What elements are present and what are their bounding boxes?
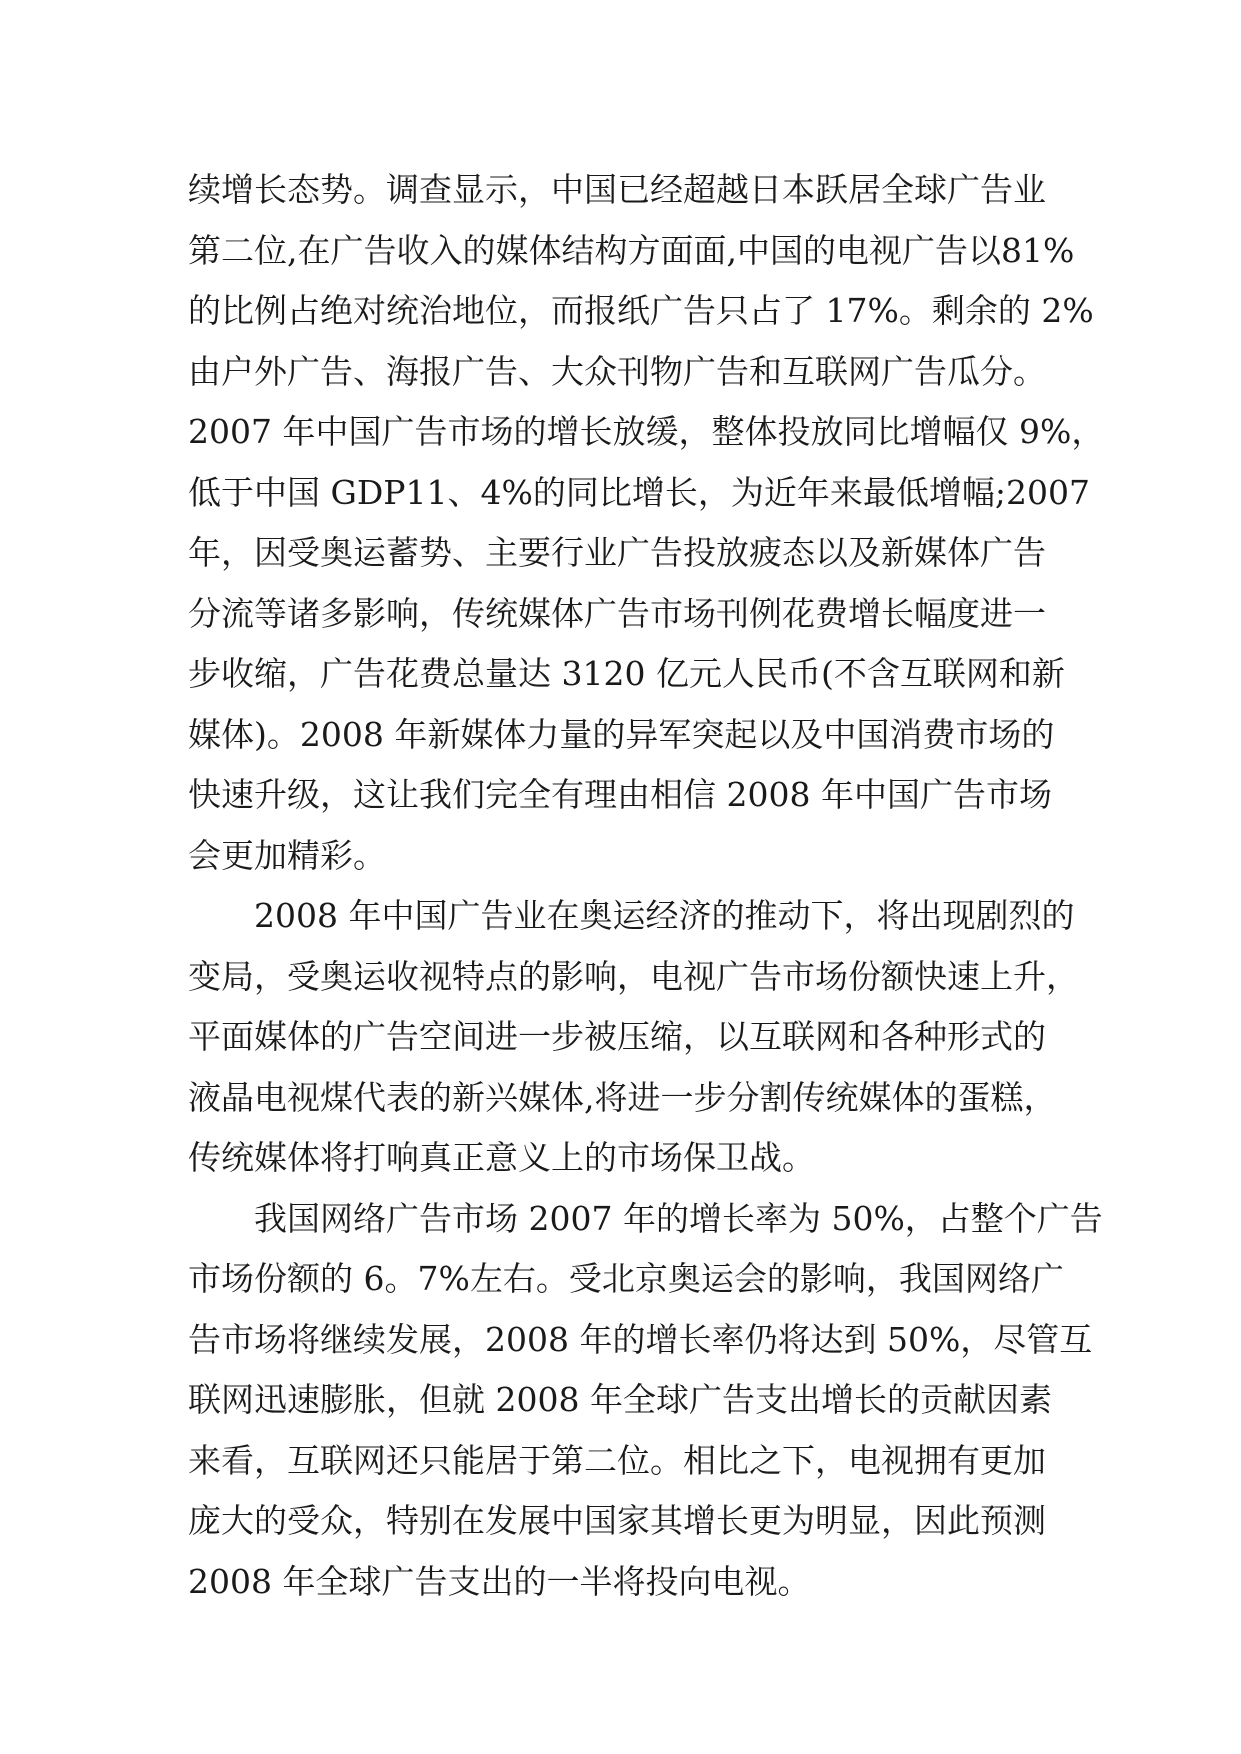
paragraph-2 — [188, 886, 1079, 1189]
paragraph-line: 第二位,在广告收入的媒体结构方面面,中国的电视广告以81% — [188, 230, 1075, 270]
paragraph-line: 步收缩，广告花费总量达 3120 亿元人民币(不含互联网和新 — [188, 654, 1065, 693]
paragraph-line: 告市场将继续发展，2008 年的增长率仍将达到 50%，尽管互 — [188, 1319, 1093, 1359]
paragraph-line: 传统媒体将打响真正意义上的市场保卫战。 — [188, 1138, 815, 1177]
paragraph-line: 2008 年中国广告业在奥运经济的推动下，将出现剧烈的 — [254, 896, 1075, 935]
paragraph-line: 2008 年全球广告支出的一半将投向电视。 — [188, 1561, 811, 1601]
paragraph-line: 分流等诸多影响，传统媒体广告市场刊例花费增长幅度进一 — [188, 593, 1046, 633]
paragraph-line: 续增长态势。调查显示，中国已经超越日本跃居全球广告业 — [188, 170, 1046, 209]
paragraph-line: 由户外广告、海报广告、大众刊物广告和互联网广告瓜分。 — [188, 351, 1046, 391]
paragraph-line: 快速升级，这让我们完全有理由相信 2008 年中国广告市场 — [188, 775, 1052, 814]
paragraph-line: 媒体)。2008 年新媒体力量的异军突起以及中国消费市场的 — [188, 714, 1055, 754]
paragraph-line: 液晶电视煤代表的新兴媒体,将进一步分割传统媒体的蛋糕， — [188, 1077, 1057, 1117]
paragraph-line: 2007 年中国广告市场的增长放缓，整体投放同比增幅仅 9%， — [188, 412, 1105, 451]
paragraph-line: 平面媒体的广告空间进一步被压缩，以互联网和各种形式的 — [188, 1017, 1046, 1056]
paragraph-line: 低于中国 GDP11、4%的同比增长，为近年来最低增幅;2007 — [188, 472, 1090, 512]
paragraph-line: 年，因受奥运蓄势、主要行业广告投放疲态以及新媒体广告 — [188, 533, 1046, 572]
paragraph-line: 我国网络广告市场 2007 年的增长率为 50%，占整个广告 — [254, 1198, 1103, 1238]
paragraph-3 — [188, 1189, 1103, 1613]
paragraph-line: 会更加精彩。 — [188, 835, 386, 875]
document-body — [188, 160, 1105, 1612]
paragraph-line: 市场份额的 6。7%左右。受北京奥运会的影响，我国网络广 — [188, 1259, 1064, 1298]
paragraph-line: 变局，受奥运收视特点的影响，电视广告市场份额快速上升， — [188, 956, 1079, 996]
paragraph-1 — [188, 160, 1105, 886]
paragraph-line: 庞大的受众，特别在发展中国家其增长更为明显，因此预测 — [188, 1501, 1046, 1540]
paragraph-line: 的比例占绝对统治地位，而报纸广告只占了 17%。剩余的 2% — [188, 291, 1094, 330]
paragraph-line: 来看，互联网还只能居于第二位。相比之下，电视拥有更加 — [188, 1440, 1046, 1480]
paragraph-line: 联网迅速膨胀，但就 2008 年全球广告支出增长的贡献因素 — [188, 1380, 1052, 1419]
